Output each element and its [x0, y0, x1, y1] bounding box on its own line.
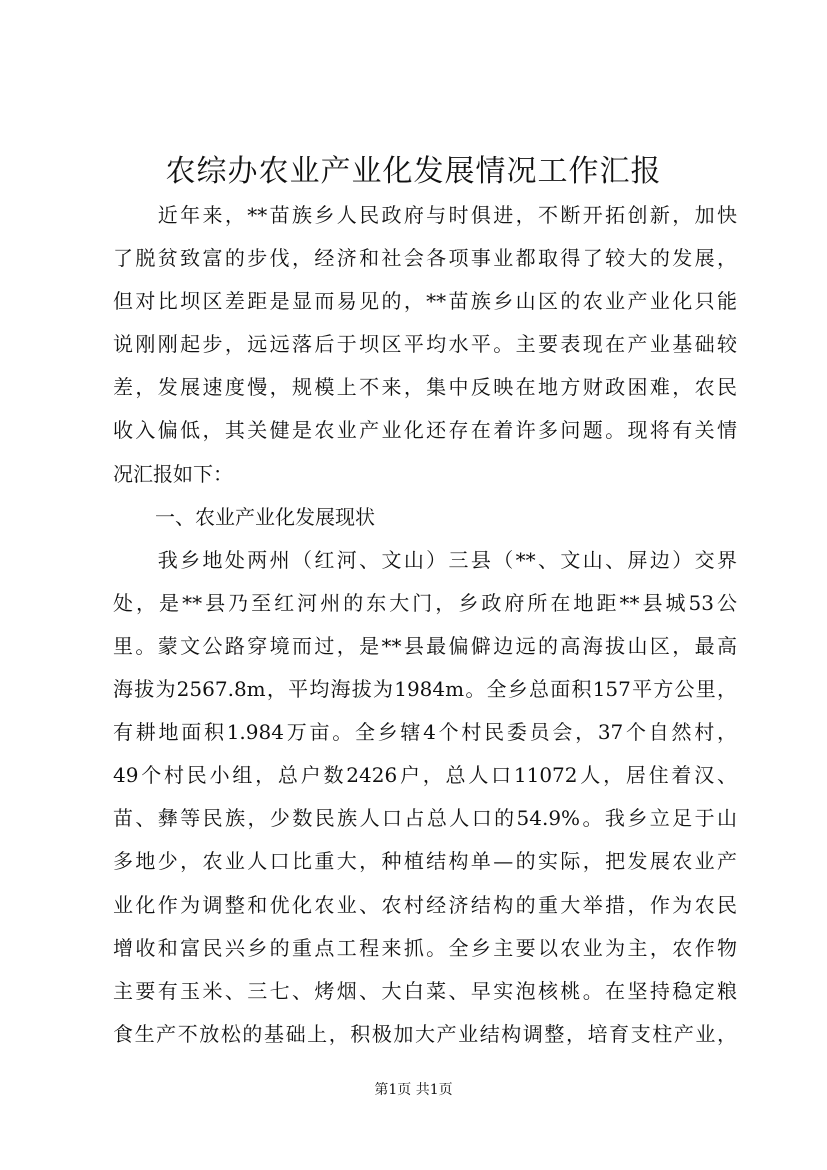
body-line: 收入偏低，其关健是农业产业化还存在着许多问题。现将有关情: [113, 418, 737, 443]
body-line: 海拔为2567.8m，平均海拔为1984m。全乡总面积157平方公里，: [113, 677, 737, 702]
section-heading: 一、农业产业化发展现状: [155, 504, 375, 529]
body-line: 49个村民小组，总户数2426户，总人口11072人，居住着汉、: [113, 763, 737, 788]
body-line: 差，发展速度慢，规模上不来，集中反映在地方财政困难，农民: [113, 375, 737, 400]
document-body: [113, 194, 737, 1056]
body-line: 里。蒙文公路穿境而过，是**县最偏僻边远的高海拔山区，最高: [113, 633, 737, 658]
body-line: 苗、彝等民族，少数民族人口占总人口的54.9%。我乡立足于山: [113, 806, 737, 831]
body-line: 增收和富民兴乡的重点工程来抓。全乡主要以农业为主，农作物: [113, 935, 737, 960]
body-line: 我乡地处两州（红河、文山）三县（**、文山、屏边）交界: [113, 547, 737, 572]
body-line: 业化作为调整和优化农业、农村经济结构的重大举措，作为农民: [113, 892, 737, 917]
page-footer: 第1页 共1页: [374, 1082, 453, 1098]
body-line: 但对比坝区差距是显而易见的，**苗族乡山区的农业产业化只能: [113, 289, 737, 314]
body-line: 主要有玉米、三七、烤烟、大白菜、早实泡核桃。在坚持稳定粮: [113, 978, 737, 1003]
body-line: 多地少，农业人口比重大，种植结构单—的实际，把发展农业产: [113, 849, 737, 874]
body-line: 有耕地面积1.984万亩。全乡辖4个村民委员会，37个自然村，: [113, 720, 737, 745]
body-line: 了脱贫致富的步伐，经济和社会各项事业都取得了较大的发展，: [113, 246, 737, 271]
body-line: 说刚刚起步，远远落后于坝区平均水平。主要表现在产业基础较: [113, 332, 737, 357]
body-line: 近年来，**苗族乡人民政府与时俱进，不断开拓创新，加快: [113, 203, 737, 227]
body-line: 处，是**县乃至红河州的东大门，乡政府所在地距**县城53公: [113, 590, 737, 615]
body-line: 况汇报如下：: [113, 461, 233, 486]
document-title: 农综办农业产业化发展情况工作汇报: [165, 154, 662, 189]
body-line: 食生产不放松的基础上，积极加大产业结构调整，培育支柱产业，: [113, 1021, 737, 1046]
